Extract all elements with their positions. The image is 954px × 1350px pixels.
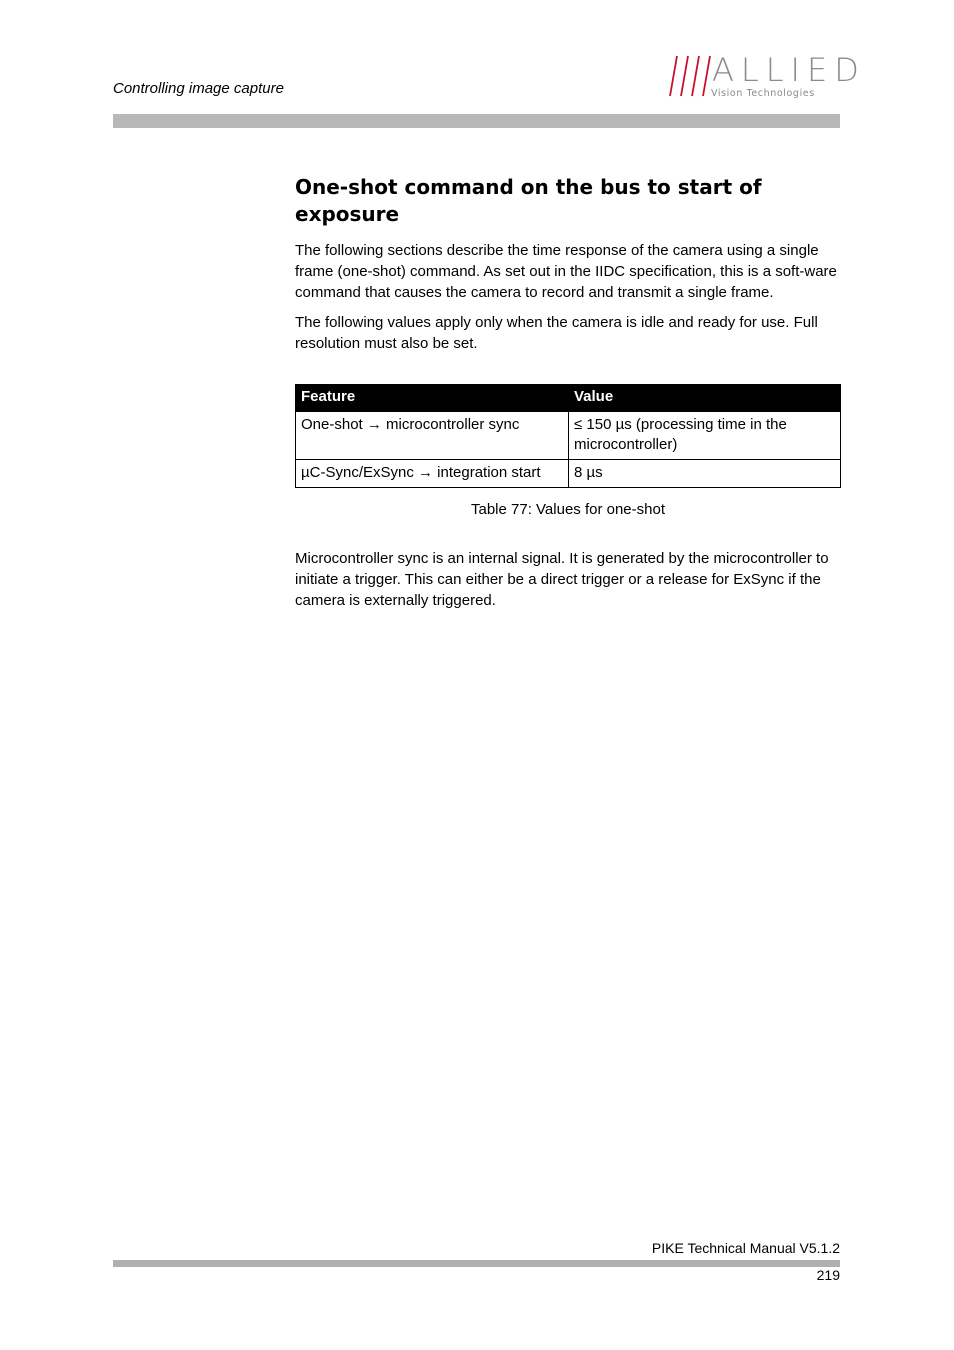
page-number: 219: [816, 1267, 840, 1283]
running-header: Controlling image capture: [113, 80, 284, 97]
main-content: [295, 174, 841, 620]
header-rule: [113, 114, 840, 128]
logo-wordmark: ALLIED: [712, 51, 866, 89]
table-header-value: Value: [569, 385, 841, 412]
closing-paragraph: Microcontroller sync is an internal signal. It is generated by the microcontroller to initiate a trigger. This can either be a direct trigger or a release for ExSync if the camera is externally triggered.: [295, 550, 829, 609]
table-cell-feature: µC-Sync/ExSync → integration start: [296, 460, 569, 488]
allied-logo: [668, 51, 866, 102]
table-cell-value: 8 µs: [569, 460, 841, 488]
table-caption: Table 77: Values for one-shot: [470, 501, 665, 518]
section-title: One-shot command on the bus to start of exposure: [295, 175, 762, 226]
conditions-paragraph: The following values apply only when the camera is idle and ready for use. Full resolution must also be set.: [295, 314, 818, 352]
logo-tagline: Vision Technologies: [711, 88, 815, 99]
values-table: [295, 384, 841, 488]
footer-manual-title: PIKE Technical Manual V5.1.2: [651, 1240, 840, 1256]
table-row: [296, 412, 841, 460]
table-row: [296, 460, 841, 488]
footer-rule: [113, 1260, 840, 1267]
table-cell-value: ≤ 150 µs (processing time in the microcontroller): [569, 412, 841, 460]
table-header-row: [296, 385, 841, 412]
table-header-feature: Feature: [296, 385, 569, 412]
logo-slashes-icon: [668, 54, 712, 98]
table-cell-feature: One-shot → microcontroller sync: [296, 412, 569, 460]
intro-paragraph: The following sections describe the time response of the camera using a single frame (one-shot) command. As set out in the IIDC specification, this is a soft-ware command that causes the camera to record and transmit a single frame.: [295, 242, 837, 301]
